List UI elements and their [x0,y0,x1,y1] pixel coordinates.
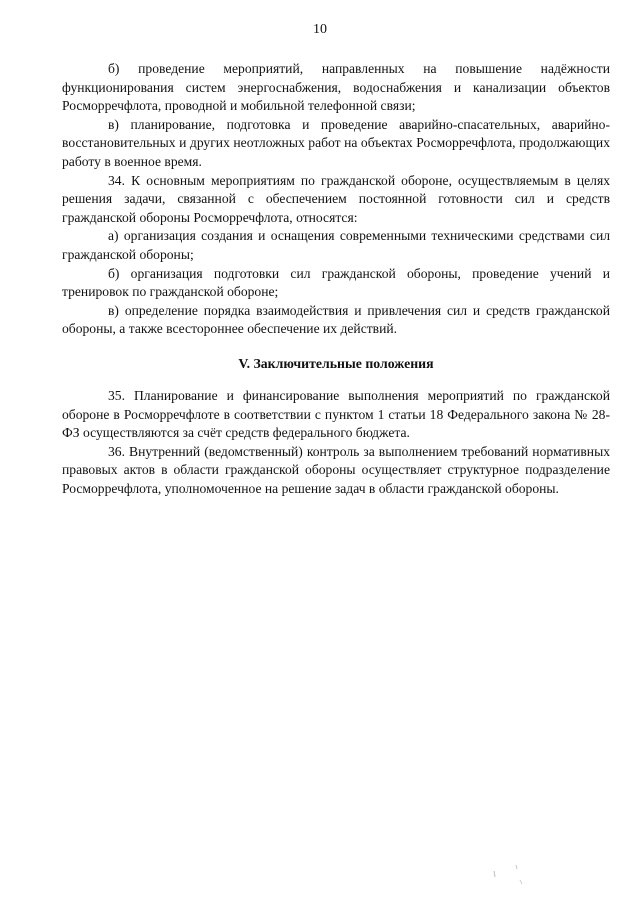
paragraph-item-b-training: б) организация подготовки сил гражданской обороны, проведение учений и тренировок по гражданской обороне; [62,265,610,300]
paragraph-35: 35. Планирование и финансирование выполнения мероприятий по гражданской обороне в Росморречфлоте в соответствии с пунктом 1 статьи 18 Федерального закона № 28-ФЗ осуществляются за счёт средств федерального бюджета. [62,387,610,441]
paragraph-34: 34. К основным мероприятиям по гражданской обороне, осуществляемым в целях решения задачи, связанной с обеспечением постоянной готовности сил и средств гражданской обороны Росморречфлота, относятся: [62,172,610,225]
section-heading: V. Заключительные положения [238,355,434,371]
paragraph-item-b-reliability: б) проведение мероприятий, направленных на повышение надёжности функционирования систем энергоснабжения, водоснабжения и канализации объектов Росморречфлота, проводной и мобильной телефонной связи; [62,61,610,114]
paragraph-item-a-equipment: а) организация создания и оснащения современными техническими средствами сил гражданской обороны; [62,228,610,262]
scan-specks [488,862,528,888]
document-body [62,60,610,498]
paragraph-item-v-interaction: в) определение порядка взаимодействия и привлечения сил и средств гражданской обороны, а также всестороннее обеспечение их действий. [62,302,610,337]
paragraph-36: 36. Внутренний (ведомственный) контроль за выполнением требований нормативных правовых актов в области гражданской обороны осуществляет структурное подразделение Росморречфлота, уполномоченное на решение задач в области гражданской обороны. [62,443,610,496]
paragraph-item-v-rescue-works: в) планирование, подготовка и проведение аварийно-спасательных, аварийно-восстановительных и других неотложных работ на объектах Росморречфлота, продолжающих работу в военное время. [62,116,610,169]
page-number: 10 [313,22,327,37]
